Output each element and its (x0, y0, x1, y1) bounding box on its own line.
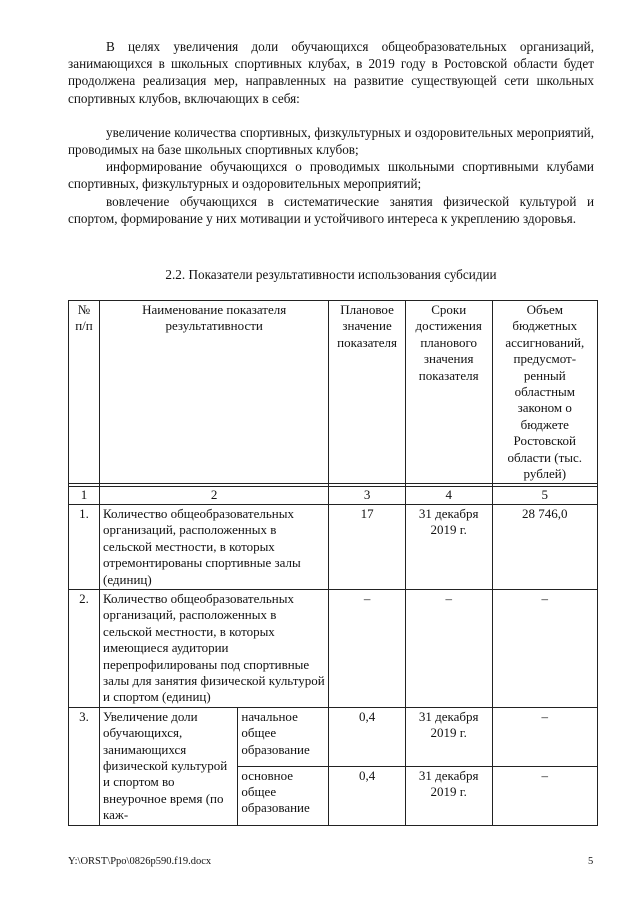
row-plan: 17 (329, 504, 405, 589)
row-plan: – (329, 589, 405, 707)
index-cell: 3 (329, 487, 405, 504)
row-term: – (405, 589, 492, 707)
table-header-row (69, 301, 598, 484)
header-name: Наименование показателя результативности (99, 301, 328, 484)
index-cell: 4 (405, 487, 492, 504)
row-name: Количество общеобразовательных организаций, расположенных в сельской местности, в которых имеющиеся аудитории перепрофилированы под спортивные залы для занятия физической культурой и спортом (единиц) (99, 589, 328, 707)
paragraph-item-1: увеличение количества спортивных, физкультурных и оздоровительных мероприятий, проводимых на базе школьных спортивных клубов; (68, 125, 594, 158)
row-term: 31 декабря 2019 г. (405, 504, 492, 589)
header-budget: Объем бюджетных ассигнований, предусмот-ренный областным законом о бюджете Ростовской области (тыс. рублей) (492, 301, 597, 484)
row-budget: – (492, 707, 597, 766)
index-cell: 5 (492, 487, 597, 504)
paragraph-intro: В целях увеличения доли обучающихся общеобразовательных организаций, занимающихся в школьных спортивных клубах, в 2019 году в Ростовской области будет продолжена реализация мер, направленных на развитие существующей сети школьных спортивных клубов, включающих в себя: (68, 39, 594, 106)
section-title: 2.2. Показатели результативности использования субсидии (165, 267, 497, 282)
index-cell: 2 (99, 487, 328, 504)
row-term: 31 декабря 2019 г. (405, 766, 492, 825)
index-cell: 1 (69, 487, 100, 504)
header-term: Сроки достижения планового значения показателя (405, 301, 492, 484)
table-row (69, 504, 598, 589)
row-name: Количество общеобразовательных организаций, расположенных в сельской местности, в которых отремонтированы спортивные залы (единиц) (99, 504, 328, 589)
row-level: основное общее образование (238, 766, 329, 825)
header-plan: Плановое значение показателя (329, 301, 405, 484)
footer-file-path: Y:\ORST\Ppo\0826p590.f19.docx (68, 856, 212, 867)
header-num: № п/п (69, 301, 100, 484)
row-num: 3. (69, 707, 100, 825)
indicators-table (68, 300, 598, 826)
row-budget: 28 746,0 (492, 504, 597, 589)
row-num: 1. (69, 504, 100, 589)
table-row (69, 589, 598, 707)
row-plan: 0,4 (329, 707, 405, 766)
paragraph-item-2: информирование обучающихся о проводимых школьными спортивными клубами спортивных, физкультурных и оздоровительных мероприятий; (68, 159, 594, 192)
row-plan: 0,4 (329, 766, 405, 825)
row-level: начальное общее образование (238, 707, 329, 766)
row-term: 31 декабря 2019 г. (405, 707, 492, 766)
page-number: 5 (588, 856, 594, 867)
row-budget: – (492, 766, 597, 825)
row-name: Увеличение доли обучающихся, занимающихся физической культурой и спортом во внеурочное время (по каж- (99, 707, 237, 825)
table-row (69, 707, 598, 766)
row-num: 2. (69, 589, 100, 707)
row-budget: – (492, 589, 597, 707)
table-index-row (69, 487, 598, 504)
paragraph-item-3: вовлечение обучающихся в систематические занятия физической культурой и спортом, формирование у них мотивации и устойчивого интереса к укреплению здоровья. (68, 194, 594, 227)
